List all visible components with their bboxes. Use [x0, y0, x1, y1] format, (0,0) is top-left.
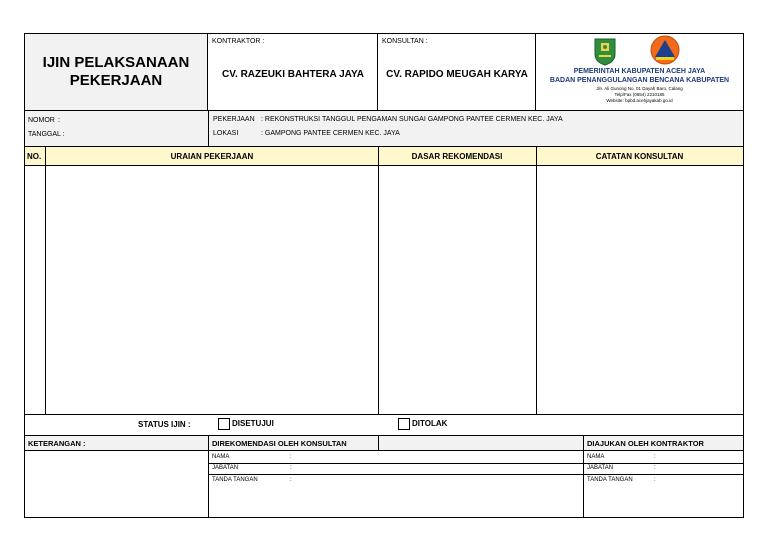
nomor-label: NOMOR — [28, 117, 55, 124]
consultant-tanda-label: TANDA TANGAN — [212, 477, 258, 483]
contractor-tanda-colon: : — [654, 477, 656, 483]
meta-divider — [208, 111, 209, 147]
consultant-jabatan-label: JABATAN — [212, 465, 239, 471]
approved-checkbox[interactable] — [218, 418, 230, 430]
contractor-cell — [208, 34, 378, 111]
pekerjaan-value: : REKONSTRUKSI TANGGUL PENGAMAN SUNGAI GAMPONG PANTEE CERMEN KEC. JAYA — [261, 116, 563, 123]
col-uraian-header: URAIAN PEKERJAAN — [170, 152, 254, 161]
rejected-checkbox[interactable] — [398, 418, 410, 430]
col-divider-dasar — [536, 147, 537, 414]
agency-website: Website: bpbd.acehjayakab.go.id — [606, 98, 673, 103]
bpbd-logo — [650, 35, 680, 65]
diajukan-label: DIAJUKAN OLEH KONTRAKTOR — [587, 439, 704, 448]
consultant-jabatan-colon: : — [290, 465, 292, 471]
consultant-nama-colon: : — [290, 454, 292, 460]
col-no-header: NO. — [27, 152, 42, 161]
contractor-jabatan-line — [584, 474, 743, 475]
contractor-name: CV. RAZEUKI BAHTERA JAYA — [222, 69, 364, 80]
agency-line2: BADAN PENANGGULANGAN BENCANA KABUPATEN — [549, 77, 730, 84]
col-dasar-header: DASAR REKOMENDASI — [411, 152, 503, 161]
consultant-nama-line — [209, 463, 583, 464]
col-catatan-header: CATATAN KONSULTAN — [595, 152, 684, 161]
status-label: STATUS IJIN : — [138, 420, 191, 429]
contractor-jabatan-label: JABATAN — [587, 465, 614, 471]
footer-divider-3 — [583, 436, 584, 518]
contractor-label: KONTRAKTOR : — [212, 38, 265, 45]
consultant-label: KONSULTAN : — [382, 38, 428, 45]
agency-cell — [536, 34, 743, 111]
crest-logo — [592, 36, 618, 66]
footer-divider-1 — [208, 436, 209, 518]
contractor-nama-label: NAMA — [587, 454, 605, 460]
col-divider-uraian — [378, 147, 379, 414]
consultant-name: CV. RAPIDO MEUGAH KARYA — [386, 69, 528, 80]
table-body[interactable] — [46, 166, 378, 414]
form-title: IJIN PELAKSANAAN PEKERJAAN — [42, 54, 190, 89]
contractor-tanda-label: TANDA TANGAN — [587, 477, 633, 483]
rejected-label: DITOLAK — [412, 419, 448, 429]
contractor-nama-line — [584, 463, 743, 464]
agency-address: Jln. Ali Gunong No. 01 Dayah Baro, Calang — [596, 86, 683, 91]
footer-divider-2 — [378, 436, 379, 451]
contractor-jabatan-colon: : — [654, 465, 656, 471]
approved-option[interactable] — [218, 418, 274, 430]
consultant-cell — [378, 34, 536, 111]
consultant-jabatan-line — [209, 474, 583, 475]
contractor-nama-colon: : — [654, 454, 656, 460]
nomor-value: : — [58, 117, 60, 124]
direkomendasi-label: DIREKOMENDASI OLEH KONSULTAN — [212, 439, 347, 448]
title-cell — [25, 34, 208, 111]
lokasi-value: : GAMPONG PANTEE CERMEN KEC. JAYA — [261, 130, 400, 137]
approved-label: DISETUJUI — [232, 419, 274, 429]
consultant-nama-label: NAMA — [212, 454, 230, 460]
pekerjaan-label: PEKERJAAN — [213, 116, 255, 123]
lokasi-label: LOKASI — [213, 130, 239, 137]
status-row — [25, 414, 743, 436]
tanggal-label: TANGGAL : — [28, 131, 65, 138]
agency-phone: Telp/Fax (0654) 2210185 — [614, 92, 665, 97]
keterangan-label: KETERANGAN : — [28, 439, 86, 448]
consultant-tanda-colon: : — [290, 477, 292, 483]
rejected-option[interactable] — [398, 418, 447, 430]
agency-line1: PEMERINTAH KABUPATEN ACEH JAYA — [573, 68, 706, 75]
